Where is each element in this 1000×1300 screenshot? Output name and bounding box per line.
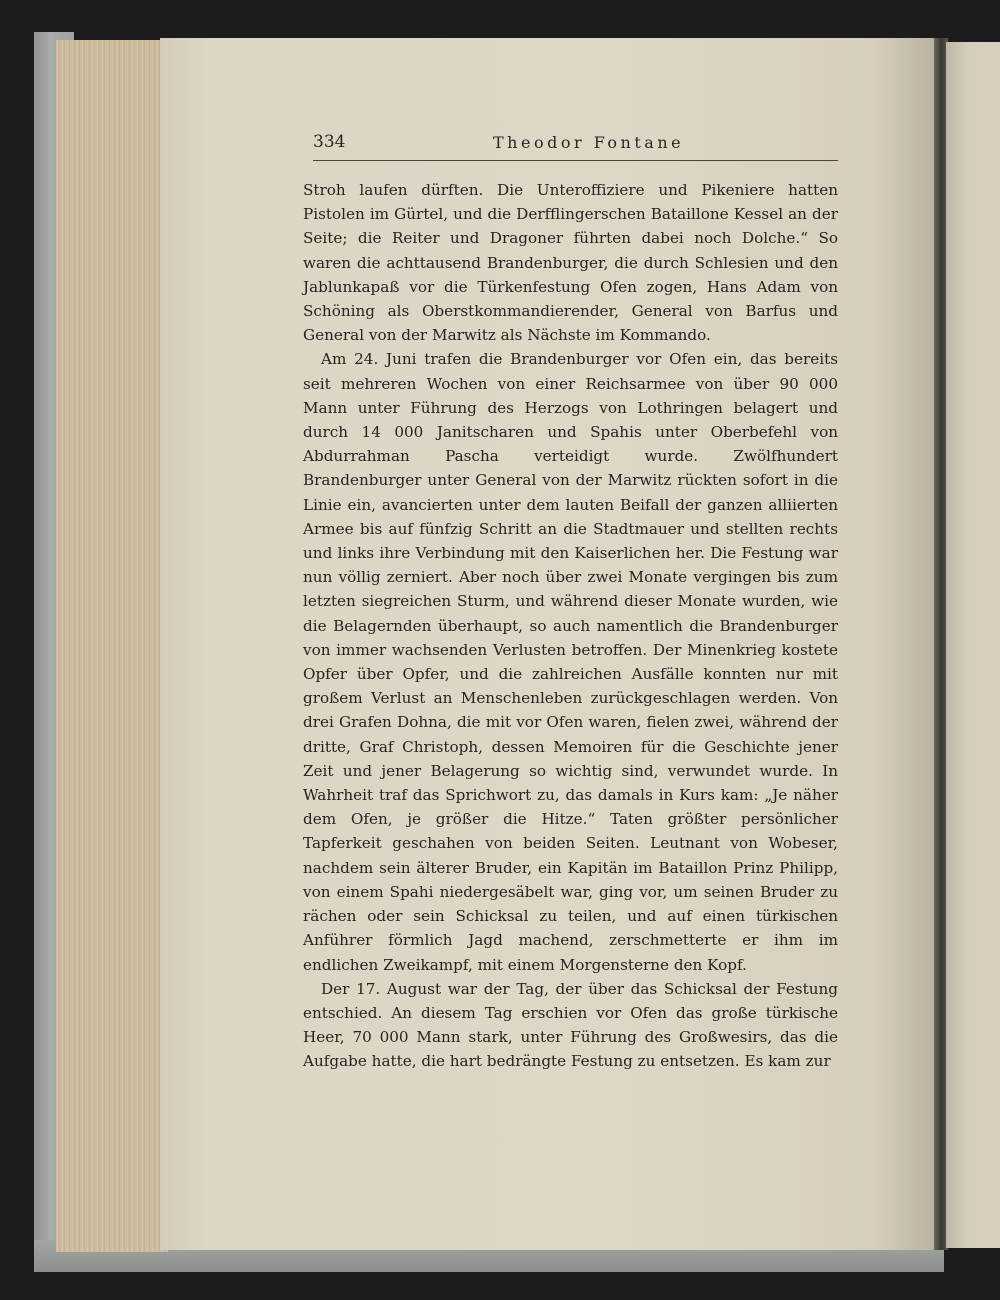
paragraph: Stroh laufen dürften. Die Unteroffiziere und Pikeniere hatten Pistolen im Gürtel, und die Derfflingerschen Bataillone Kessel an der Seite; die Reiter und Dragoner führten dabei noch Dolche.“ So waren die achttausend Brandenburger, die durch Schlesien und den Jablunkapaß vor die Türkenfestung Ofen zogen, Hans Adam von Schöning als Oberstkommandierender, General von Barfus und General von der Marwitz als Nächste im Kommando.: [303, 181, 838, 345]
paragraph: Am 24. Juni trafen die Brandenburger vor Ofen ein, das bereits seit mehreren Wochen von einer Reichsarmee von über 90 000 Mann unter Führung des Herzogs von Lothringen belagert und durch 14 000 Janitscharen und Spahis unter Oberbefehl von Abdurrahman Pascha verteidigt wurde. Zwölfhundert Brandenburger unter General von der Marwitz rückten sofort in die Linie ein, avancierten unter dem lauten Beifall der ganzen alliierten Armee bis auf fünfzig Schritt an die Stadtmauer und stellten rechts und links ihre Verbindung mit den Kaiserlichen her. Die Festung war nun völlig zerniert. Aber noch über zwei Monate vergingen bis zum letzten siegreichen Sturm, und während dieser Monate wurden, wie die Belagernden überhaupt, so auch namentlich die Brandenburger von immer wachsenden Verlusten betroffen. Der Minenkrieg kostete Opfer über Opfer, und die zahlreichen Ausfälle konnten nur mit großem Verlust an Menschenleben zurückgeschlagen werden. Von drei Grafen Dohna, die mit vor Ofen waren, fielen zwei, während der dritte, Graf Christoph, dessen Memoiren für die Geschichte jener Zeit und jener Belagerung so wichtig sind, verwundet wurde. In Wahrheit traf das Sprichwort zu, das damals in Kurs kam: „Je näher dem Ofen, je größer die Hitze.“ Taten größter persönlicher Tapferkeit geschahen von beiden Seiten. Leutnant von Wobeser, nachdem sein älterer Bruder, ein Kapitän im Bataillon Prinz Philipp, von einem Spahi niedergesäbelt war, ging vor, um seinen Bruder zu rächen oder sein Schicksal zu teilen, und auf einen türkischen Anführer förmlich Jagd machend, zerschmetterte er ihm im endlichen Zweikampf, mit einem Morgensterne den Kopf.: [303, 350, 838, 974]
page-edges: [56, 40, 168, 1252]
page-header: [313, 132, 838, 161]
page-number: 334: [313, 132, 346, 152]
running-title: Theodor Fontane: [493, 133, 685, 152]
facing-page-edge: [946, 42, 1000, 1248]
body-text: [303, 178, 838, 1074]
paragraph: Der 17. August war der Tag, der über das Schicksal der Festung entschied. An diesem Tag erschien vor Ofen das große türkische Heer, 70 000 Mann stark, unter Führung des Großwesirs, das die Aufgabe hatte, die hart bedrängte Festung zu entsetzen. Es kam zur: [303, 979, 838, 1071]
